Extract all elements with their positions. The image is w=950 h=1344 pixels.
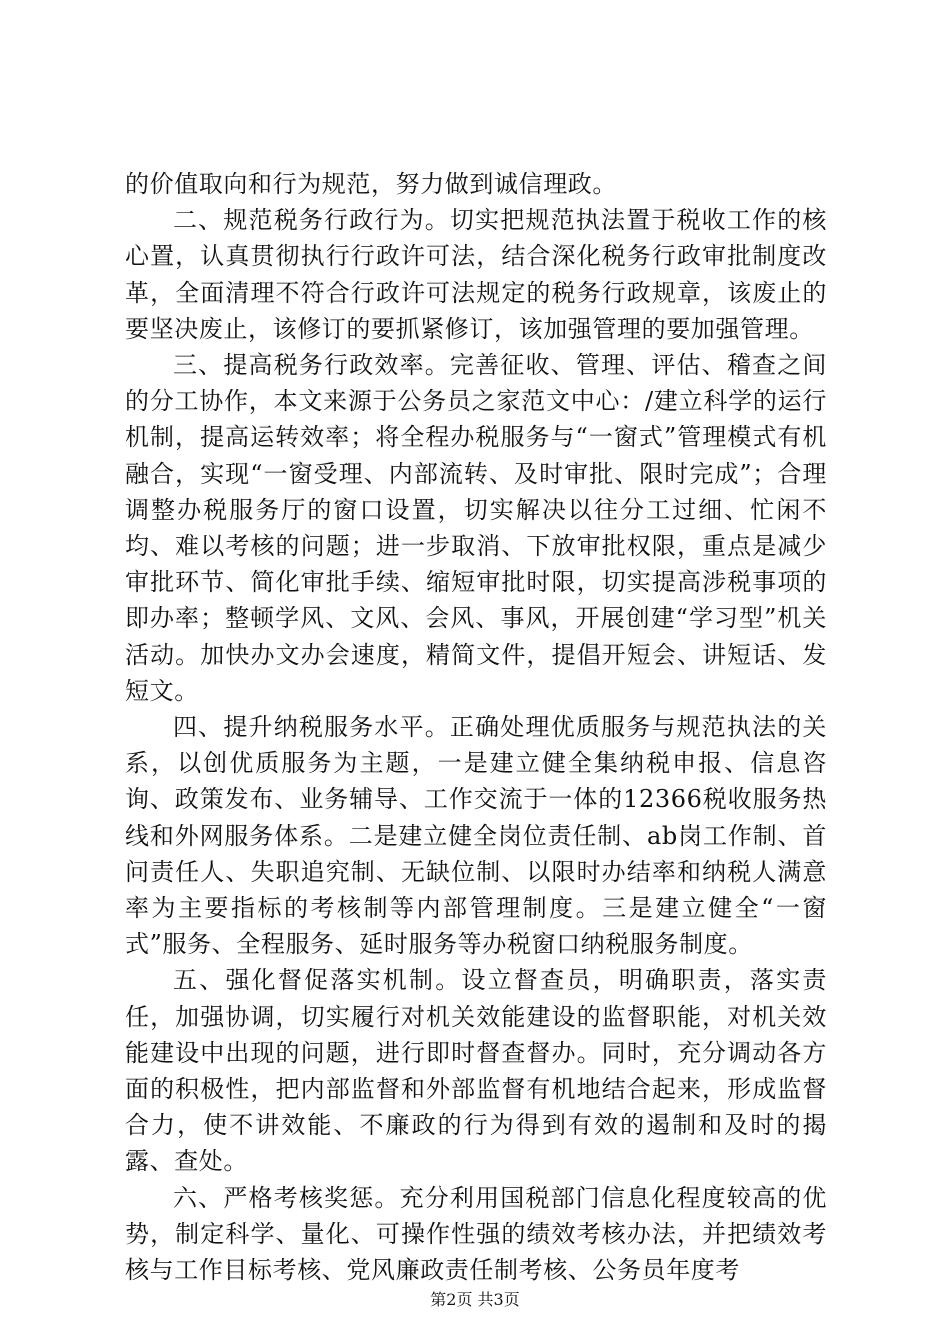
paragraph-section-2: 二、规范税务行政行为。切实把规范执法置于税收工作的核心置，认真贯彻执行行政许可法，结合深化税务行政审批制度改革，全面清理不符合行政许可法规定的税务行政规章，该废止的要坚决废止，该修订的要抓紧修订，该加强管理的要加强管理。 — [125, 206, 827, 343]
paragraph-section-3: 三、提高税务行政效率。完善征收、管理、评估、稽查之间的分工协作，本文来源于公务员之家范文中心：/建立科学的运行机制，提高运转效率；将全程办税服务与“一窗式”管理模式有机融合，实现“一窗受理、内部流转、及时审批、限时完成”；合理调整办税服务厅的窗口设置，切实解决以往分工过细、忙闲不均、难以考核的问题；进一步取消、下放审批权限，重点是减少审批环节、简化审批手续、缩短审批时限，切实提高涉税事项的即办率；整顿学风、文风、会风、事风，开展创建“学习型”机关活动。加快办文办会速度，精简文件，提倡开短会、讲短话、发短文。 — [125, 351, 827, 705]
paragraph-section-5: 五、强化督促落实机制。设立督查员，明确职责，落实责任，加强协调，切实履行对机关效能建设的监督职能，对机关效能建设中出现的问题，进行即时督查督办。同时，充分调动各方面的积极性，把内部监督和外部监督有机地结合起来，形成监督合力，使不讲效能、不廉政的行为得到有效的遏制和及时的揭露、查处。 — [125, 966, 827, 1176]
paragraph-continuation: 的价值取向和行为规范，努力做到诚信理政。 — [125, 170, 617, 198]
document-body — [125, 166, 827, 1288]
paragraph-section-6: 六、严格考核奖惩。充分利用国税部门信息化程度较高的优势，制定科学、量化、可操作性强的绩效考核办法，并把绩效考核与工作目标考核、党风廉政责任制考核、公务员年度考 — [125, 1183, 827, 1285]
page-footer: 第2页 共3页 — [430, 1290, 520, 1309]
paragraph-section-4: 四、提升纳税服务水平。正确处理优质服务与规范执法的关系，以创优质服务为主题，一是建立健全集纳税申报、信息咨询、政策发布、业务辅导、工作交流于一体的12366税收服务热线和外网服务体系。二是建立健全岗位责任制、ab岗工作制、首问责任人、失职追究制、无缺位制、以限时办结率和纳税人满意率为主要指标的考核制等内部管理制度。三是建立健全“一窗式”服务、全程服务、延时服务等办税窗口纳税服务制度。 — [125, 713, 827, 959]
